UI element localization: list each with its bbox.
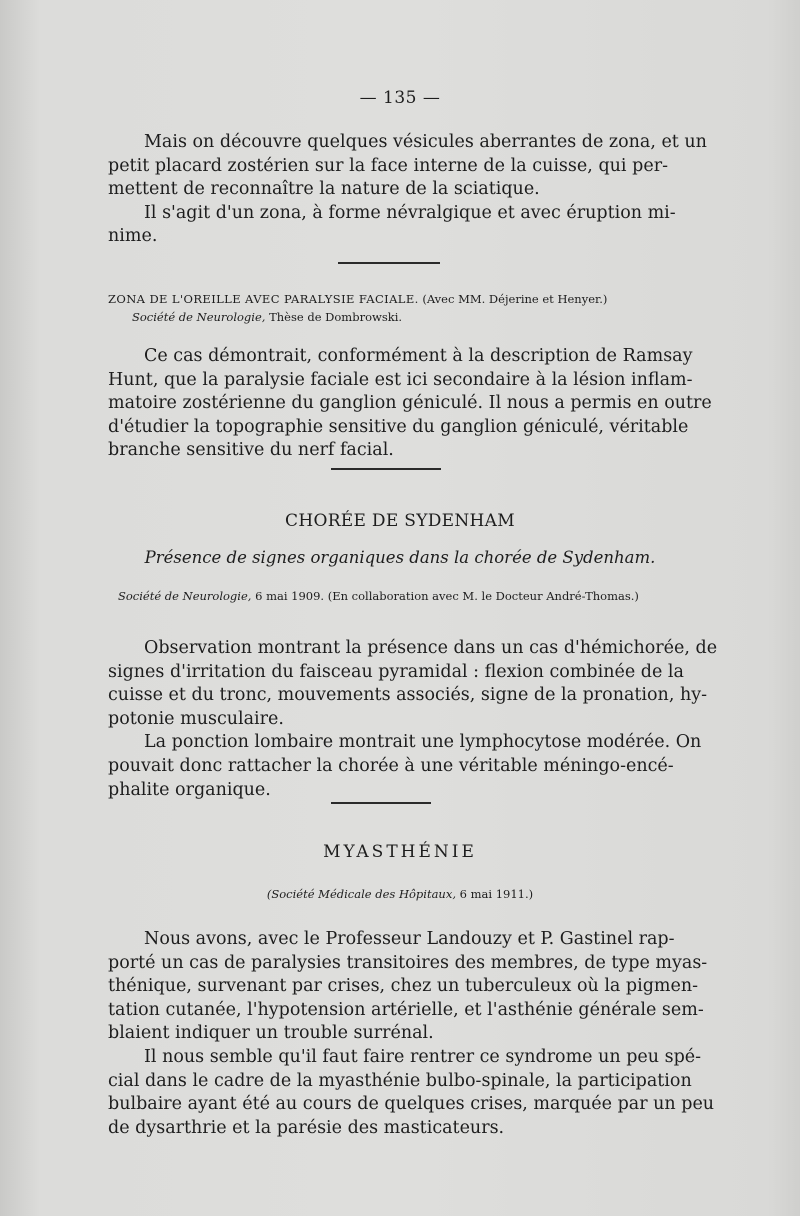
text-line: branche sensitive du nerf facial. bbox=[108, 440, 394, 461]
text-line: nime. bbox=[108, 226, 158, 247]
text-line: cuisse et du tronc, mouvements associés, signe de la pronation, hy- bbox=[108, 685, 708, 706]
text-line: potonie musculaire. bbox=[108, 708, 284, 729]
text-line: blaient indiquer un trouble surrénal. bbox=[108, 1023, 434, 1044]
zona-title: ZONA DE L'OREILLE AVEC PARALYSIE FACIALE. bbox=[108, 292, 419, 306]
text-line: phalite organique. bbox=[108, 779, 271, 800]
text-line: signes d'irritation du faisceau pyramidal : flexion combinée de la bbox=[108, 661, 684, 682]
zona-source bbox=[108, 310, 668, 324]
choree-source-journal: Société de Neurologie, bbox=[118, 589, 252, 603]
text-line: thénique, survenant par crises, chez un tuberculeux où la pigmen- bbox=[108, 976, 699, 997]
section-divider bbox=[331, 468, 441, 470]
zona-reference bbox=[108, 292, 668, 306]
myasthenie-paragraph bbox=[108, 928, 715, 1140]
myasthenie-source-date: 6 mai 1911.) bbox=[455, 887, 534, 901]
choree-source-detail: 6 mai 1909. (En collaboration avec M. le Docteur André-Thomas.) bbox=[251, 589, 639, 603]
text-line: d'étudier la topographie sensitive du ganglion géniculé, véritable bbox=[108, 416, 689, 437]
choree-heading: CHORÉE DE SYDENHAM bbox=[285, 511, 515, 531]
text-line: Mais on découvre quelques vésicules aberrantes de zona, et un bbox=[144, 132, 707, 152]
myasthenie-source bbox=[0, 887, 800, 901]
text-line: petit placard zostérien sur la face interne de la cuisse, qui per- bbox=[108, 155, 668, 176]
text-line: Hunt, que la paralysie faciale est ici secondaire à la lésion inflam- bbox=[108, 369, 693, 390]
section-divider bbox=[331, 802, 431, 804]
myasthenie-source-journal: (Société Médicale des Hôpitaux, bbox=[266, 887, 456, 901]
zona-authors: (Avec MM. Déjerine et Henyer.) bbox=[418, 292, 608, 306]
text-line: cial dans le cadre de la myasthénie bulbo-spinale, la participation bbox=[108, 1070, 692, 1091]
text-line: pouvait donc rattacher la chorée à une véritable méningo-encé- bbox=[108, 755, 674, 776]
text-line: Nous avons, avec le Professeur Landouzy et P. Gastinel rap- bbox=[144, 929, 675, 949]
text-line: matoire zostérienne du ganglion géniculé. Il nous a permis en outre bbox=[108, 393, 712, 414]
text-line: Observation montrant la présence dans un cas d'hémichorée, de bbox=[144, 638, 718, 658]
text-line: Il s'agit d'un zona, à forme névralgique et avec éruption mi- bbox=[144, 202, 676, 223]
choree-source bbox=[118, 589, 678, 603]
text-line: La ponction lombaire montrait une lymphocytose modérée. On bbox=[144, 732, 702, 753]
zona-paragraph bbox=[108, 345, 712, 463]
text-line: de dysarthrie et la parésie des masticateurs. bbox=[108, 1117, 505, 1138]
text-line: mettent de reconnaître la nature de la sciatique. bbox=[108, 179, 540, 200]
text-line: tation cutanée, l'hypotension artérielle, et l'asthénie générale sem- bbox=[108, 999, 704, 1020]
myasthenie-heading: MYASTHÉNIE bbox=[323, 842, 477, 862]
text-line: porté un cas de paralysies transitoires des membres, de type myas- bbox=[108, 952, 708, 973]
choree-subtitle: Présence de signes organiques dans la chorée de Sydenham. bbox=[144, 548, 656, 567]
page-number: — 135 — bbox=[359, 88, 441, 108]
choree-paragraph bbox=[108, 637, 718, 802]
zona-source-thesis: Thèse de Dombrowski. bbox=[265, 310, 403, 324]
text-line: Ce cas démontrait, conformément à la description de Ramsay bbox=[144, 346, 693, 366]
zona-source-journal: Société de Neurologie, bbox=[132, 310, 266, 324]
text-line: bulbaire ayant été au cours de quelques crises, marquée par un peu bbox=[108, 1094, 715, 1115]
text-line: Il nous semble qu'il faut faire rentrer ce syndrome un peu spé- bbox=[144, 1046, 702, 1067]
sciatica-paragraph bbox=[108, 131, 707, 249]
section-divider bbox=[338, 262, 440, 264]
